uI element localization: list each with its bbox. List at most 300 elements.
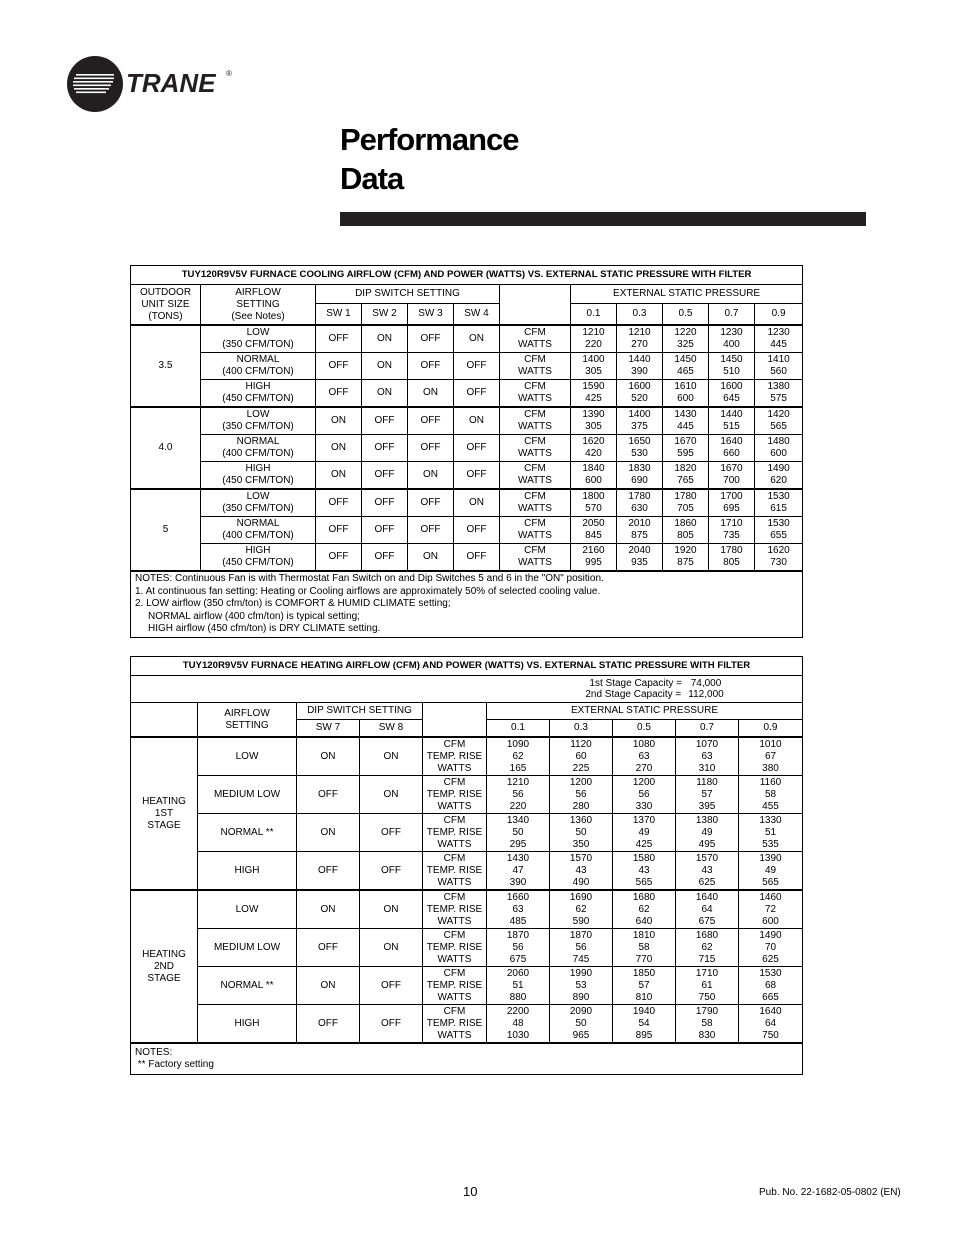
value-cell: [613, 929, 676, 967]
header-airflow-setting: [201, 285, 316, 326]
cooling-airflow-table: [130, 265, 803, 638]
stage-cell: [131, 737, 198, 890]
value-cell: [613, 776, 676, 814]
value-line: 43: [575, 864, 587, 876]
value-line: 625: [698, 876, 716, 888]
value-cell: [550, 967, 613, 1005]
switch-cell: OFF: [297, 1005, 360, 1044]
table-row: [131, 489, 803, 517]
value-line: 810: [635, 991, 653, 1003]
switch-cell: ON: [297, 967, 360, 1005]
value-line: 1200: [569, 776, 593, 788]
value-cell: [755, 517, 803, 544]
measure-label: CFM: [524, 518, 546, 529]
value-cell: [617, 407, 663, 435]
value-line: 330: [635, 800, 653, 812]
value-line: 1780: [720, 545, 743, 556]
value-line: 270: [635, 762, 653, 774]
value-cell: [571, 380, 617, 408]
measure-label: WATTS: [518, 557, 552, 568]
value-line: 1160: [759, 776, 782, 788]
value-cell: [739, 814, 803, 852]
value-line: 1210: [582, 327, 605, 338]
value-line: 2040: [628, 545, 651, 556]
value-line: 1640: [720, 436, 743, 447]
setting-line: LOW: [246, 327, 270, 338]
value-line: 1660: [506, 891, 530, 903]
airflow-setting-cell: [201, 462, 316, 490]
value-line: 225: [572, 762, 590, 774]
value-line: 47: [512, 864, 524, 876]
header-line: AIRFLOW: [235, 286, 281, 298]
measure-label: CFM: [524, 327, 546, 338]
switch-cell: ON: [297, 737, 360, 776]
switch-cell: OFF: [408, 435, 454, 462]
header-pressure: 0.5: [613, 720, 676, 738]
value-cell: [550, 776, 613, 814]
value-cell: [663, 517, 709, 544]
switch-cell: OFF: [316, 380, 362, 408]
setting-line: HIGH: [245, 545, 271, 556]
value-line: 1710: [720, 518, 743, 529]
value-line: 770: [635, 953, 653, 965]
value-line: 310: [698, 762, 716, 774]
header-pressure: 0.9: [739, 720, 803, 738]
value-line: 61: [701, 979, 713, 991]
value-line: 660: [723, 448, 740, 459]
value-line: 1700: [720, 491, 743, 502]
value-line: 395: [698, 800, 716, 812]
value-cell: [487, 967, 550, 1005]
stage-line: 2ND: [153, 960, 174, 972]
stage-line: HEATING: [142, 948, 186, 960]
header-pressure: 0.1: [487, 720, 550, 738]
measure-label: CFM: [524, 436, 546, 447]
switch-cell: ON: [297, 814, 360, 852]
value-line: 56: [512, 788, 524, 800]
measure-label-cell: [500, 462, 571, 490]
switch-cell: ON: [360, 737, 423, 776]
value-line: 1460: [759, 891, 782, 903]
value-line: 455: [762, 800, 779, 812]
value-line: 1080: [632, 738, 656, 750]
measure-label: WATTS: [518, 530, 552, 541]
table-row: [131, 929, 803, 967]
value-line: 695: [723, 503, 740, 514]
value-line: 1070: [695, 738, 719, 750]
switch-cell: OFF: [454, 380, 500, 408]
airflow-setting-cell: HIGH: [198, 852, 297, 891]
header-switch: SW 7: [297, 720, 360, 738]
airflow-setting-cell: NORMAL **: [198, 967, 297, 1005]
unit-size-cell: 3.5: [131, 325, 201, 407]
value-line: 600: [585, 475, 602, 486]
value-line: 1410: [767, 354, 790, 365]
value-cell: [613, 890, 676, 929]
switch-cell: OFF: [316, 489, 362, 517]
header-switch: SW 1: [316, 304, 362, 326]
table-row: [131, 517, 803, 544]
value-line: 735: [723, 530, 740, 541]
value-line: 270: [631, 339, 648, 350]
page-title: Performance Data: [340, 122, 519, 196]
header-pressure: 0.7: [709, 304, 755, 326]
measure-label: CFM: [443, 814, 466, 826]
unit-size-cell: 4.0: [131, 407, 201, 489]
value-line: 995: [585, 557, 602, 568]
value-cell: [571, 517, 617, 544]
value-line: 1590: [582, 381, 605, 392]
capacity-row: [131, 676, 803, 703]
value-cell: [617, 353, 663, 380]
header-dip-switch: DIP SWITCH SETTING: [316, 285, 500, 304]
value-line: 565: [635, 876, 653, 888]
setting-line: (350 CFM/TON): [222, 421, 294, 432]
measure-label: CFM: [443, 929, 466, 941]
header-blank: [500, 285, 571, 326]
value-cell: [676, 852, 739, 891]
value-cell: [739, 890, 803, 929]
value-cell: [550, 929, 613, 967]
value-cell: [550, 1005, 613, 1044]
switch-cell: OFF: [362, 462, 408, 490]
note-line: NOTES:: [135, 1046, 173, 1058]
header-pressure: 0.7: [676, 720, 739, 738]
value-line: 445: [770, 339, 787, 350]
measure-label: CFM: [443, 776, 466, 788]
measure-label: WATTS: [437, 876, 472, 888]
switch-cell: ON: [362, 380, 408, 408]
switch-cell: OFF: [297, 852, 360, 891]
notes-row: [131, 571, 803, 637]
measure-label-cell: [423, 1005, 487, 1044]
measure-label: CFM: [524, 545, 546, 556]
value-cell: [709, 517, 755, 544]
switch-cell: OFF: [316, 517, 362, 544]
header-line: UNIT SIZE: [141, 298, 190, 310]
table-row: [131, 852, 803, 891]
measure-label: CFM: [524, 491, 546, 502]
value-line: 1390: [759, 852, 782, 864]
value-cell: [709, 462, 755, 490]
value-line: 805: [677, 530, 694, 541]
measure-label: WATTS: [518, 503, 552, 514]
value-line: 1090: [506, 738, 530, 750]
value-line: 1340: [506, 814, 530, 826]
value-line: 390: [509, 876, 527, 888]
measure-label: WATTS: [437, 991, 472, 1003]
switch-cell: OFF: [360, 1005, 423, 1044]
value-line: 2200: [506, 1005, 530, 1017]
measure-label-cell: [423, 737, 487, 776]
value-line: 1670: [674, 436, 697, 447]
value-cell: [571, 435, 617, 462]
value-cell: [676, 967, 739, 1005]
measure-label: WATTS: [437, 1029, 472, 1041]
header-dip-switch: DIP SWITCH SETTING: [297, 703, 423, 720]
value-line: 750: [762, 1029, 779, 1041]
value-cell: [709, 435, 755, 462]
value-cell: [663, 353, 709, 380]
value-line: 655: [770, 530, 787, 541]
measure-label: TEMP. RISE: [426, 826, 483, 838]
value-line: 1920: [674, 545, 697, 556]
header-line: AIRFLOW: [224, 707, 270, 719]
value-line: 62: [512, 750, 524, 762]
table-row: [131, 776, 803, 814]
value-line: 1010: [759, 738, 782, 750]
value-cell: [709, 544, 755, 572]
value-cell: [676, 776, 739, 814]
table-row: [131, 435, 803, 462]
measure-label: WATTS: [518, 339, 552, 350]
value-line: 220: [585, 339, 602, 350]
value-line: 62: [701, 941, 713, 953]
airflow-setting-cell: [201, 435, 316, 462]
value-line: 1380: [767, 381, 790, 392]
value-line: 165: [509, 762, 527, 774]
setting-line: NORMAL: [236, 354, 280, 365]
capacity-value: 74,000: [690, 678, 722, 689]
value-line: 1570: [695, 852, 719, 864]
value-line: 690: [631, 475, 648, 486]
value-cell: [487, 929, 550, 967]
value-line: 1580: [632, 852, 656, 864]
switch-cell: ON: [360, 929, 423, 967]
value-line: 845: [585, 530, 602, 541]
header-line: (See Notes): [231, 310, 285, 322]
value-line: 560: [770, 366, 787, 377]
svg-text:®: ®: [226, 69, 232, 78]
value-line: 375: [631, 421, 648, 432]
switch-cell: ON: [297, 890, 360, 929]
value-line: 520: [631, 393, 648, 404]
value-line: 1850: [632, 967, 656, 979]
value-line: 64: [701, 903, 713, 915]
value-line: 1620: [582, 436, 605, 447]
switch-cell: OFF: [408, 353, 454, 380]
value-line: 57: [638, 979, 650, 991]
value-line: 1830: [628, 463, 651, 474]
value-line: 1120: [570, 738, 592, 750]
airflow-setting-cell: [201, 407, 316, 435]
measure-label: TEMP. RISE: [426, 903, 483, 915]
publication-number: Pub. No. 22-1682-05-0802 (EN): [759, 1187, 901, 1198]
brand-wordmark: TRANE: [126, 68, 216, 98]
value-line: 880: [509, 991, 527, 1003]
measure-label-cell: [500, 353, 571, 380]
value-line: 1480: [767, 436, 790, 447]
measure-label: WATTS: [437, 838, 472, 850]
switch-cell: OFF: [454, 462, 500, 490]
value-line: 67: [764, 750, 777, 762]
value-line: 715: [698, 953, 716, 965]
measure-label-cell: [500, 380, 571, 408]
table-row: [131, 407, 803, 435]
value-line: 1180: [696, 776, 718, 788]
table-row: [131, 814, 803, 852]
stage-capacity: [131, 676, 803, 703]
value-line: 63: [638, 750, 650, 762]
value-line: 745: [572, 953, 590, 965]
value-line: 1820: [674, 463, 697, 474]
table-row: [131, 325, 803, 353]
value-line: 675: [698, 915, 716, 927]
switch-cell: ON: [454, 325, 500, 353]
value-cell: [571, 462, 617, 490]
value-line: 600: [770, 448, 787, 459]
setting-line: (400 CFM/TON): [222, 448, 294, 459]
value-cell: [739, 852, 803, 891]
switch-cell: ON: [316, 462, 362, 490]
value-line: 1440: [628, 354, 651, 365]
value-line: 1870: [506, 929, 530, 941]
note-line: HIGH airflow (450 cfm/ton) is DRY CLIMATE setting.: [148, 623, 381, 634]
value-line: 400: [723, 339, 740, 350]
notes-row: [131, 1043, 803, 1075]
switch-cell: OFF: [360, 967, 423, 1005]
measure-label-cell: [423, 776, 487, 814]
value-line: 445: [677, 421, 694, 432]
switch-cell: ON: [362, 325, 408, 353]
value-cell: [676, 1005, 739, 1044]
value-line: 1640: [759, 1005, 782, 1017]
value-line: 1210: [628, 327, 651, 338]
value-line: 875: [631, 530, 648, 541]
value-cell: [550, 737, 613, 776]
value-line: 1450: [674, 354, 697, 365]
airflow-setting-cell: HIGH: [198, 1005, 297, 1044]
unit-size-cell: 5: [131, 489, 201, 571]
value-cell: [613, 737, 676, 776]
value-cell: [739, 929, 803, 967]
measure-label: WATTS: [437, 800, 472, 812]
switch-cell: ON: [408, 544, 454, 572]
stage-line: HEATING: [142, 795, 186, 807]
airflow-setting-cell: MEDIUM LOW: [198, 929, 297, 967]
header-pressure: 0.3: [617, 304, 663, 326]
table-notes: [131, 1043, 803, 1075]
table-row: [131, 462, 803, 490]
value-line: 56: [575, 788, 587, 800]
note-line: NOTES: Continuous Fan is with Thermostat Fan Switch on and Dip Switches 5 and 6 in the "ON" position.: [135, 573, 604, 584]
value-line: 1840: [582, 463, 605, 474]
stage-line: STAGE: [147, 819, 181, 831]
switch-cell: OFF: [360, 814, 423, 852]
value-line: 565: [762, 876, 779, 888]
heating-airflow-table: [130, 656, 803, 1075]
value-line: 595: [677, 448, 694, 459]
header-blank: [131, 703, 198, 738]
value-line: 1420: [767, 409, 790, 420]
measure-label: WATTS: [518, 393, 552, 404]
value-line: 620: [770, 475, 787, 486]
measure-label: CFM: [443, 1005, 466, 1017]
value-line: 56: [638, 788, 650, 800]
value-line: 705: [677, 503, 694, 514]
switch-cell: ON: [360, 776, 423, 814]
value-line: 390: [631, 366, 648, 377]
measure-label-cell: [500, 544, 571, 572]
value-line: 1870: [569, 929, 593, 941]
caption-row: [131, 657, 803, 676]
value-cell: [755, 544, 803, 572]
value-line: 58: [701, 1017, 713, 1029]
measure-label-cell: [423, 929, 487, 967]
value-cell: [613, 1005, 676, 1044]
header-pressure: 0.1: [571, 304, 617, 326]
header-switch: SW 8: [360, 720, 423, 738]
value-cell: [676, 890, 739, 929]
value-line: 425: [585, 393, 602, 404]
switch-cell: OFF: [297, 776, 360, 814]
value-line: 630: [631, 503, 648, 514]
measure-label: TEMP. RISE: [426, 979, 483, 991]
value-line: 1390: [582, 409, 605, 420]
value-line: 51: [764, 826, 777, 838]
value-line: 645: [723, 393, 740, 404]
value-line: 325: [677, 339, 694, 350]
value-line: 750: [698, 991, 716, 1003]
value-line: 600: [762, 915, 779, 927]
setting-line: (350 CFM/TON): [222, 503, 294, 514]
switch-cell: OFF: [362, 435, 408, 462]
measure-label: CFM: [443, 738, 466, 750]
value-cell: [663, 325, 709, 353]
header-row: [131, 703, 803, 720]
value-line: 1610: [674, 381, 697, 392]
switch-cell: OFF: [408, 489, 454, 517]
note-line: NORMAL airflow (400 cfm/ton) is typical setting;: [148, 610, 360, 622]
setting-line: (400 CFM/TON): [222, 530, 294, 541]
header-line: SETTING: [236, 298, 280, 310]
measure-label-cell: [423, 890, 487, 929]
value-line: 490: [572, 876, 590, 888]
measure-label: CFM: [524, 463, 546, 474]
airflow-setting-cell: [201, 325, 316, 353]
airflow-setting-cell: LOW: [198, 890, 297, 929]
value-cell: [755, 407, 803, 435]
switch-cell: OFF: [454, 435, 500, 462]
value-line: 1220: [674, 327, 697, 338]
note-line: 1. At continuous fan setting: Heating or Cooling airflows are approximately 50% of selected cooling value.: [135, 585, 601, 597]
value-line: 280: [572, 800, 590, 812]
setting-line: (350 CFM/TON): [222, 339, 294, 350]
value-line: 700: [723, 475, 740, 486]
value-line: 1620: [767, 545, 790, 556]
setting-line: NORMAL: [236, 436, 280, 447]
measure-label: CFM: [524, 354, 546, 365]
value-line: 1800: [582, 491, 605, 502]
airflow-setting-cell: [201, 517, 316, 544]
value-line: 600: [677, 393, 694, 404]
value-cell: [487, 814, 550, 852]
value-cell: [739, 1005, 803, 1044]
setting-line: (450 CFM/TON): [222, 475, 294, 486]
value-line: 1230: [767, 327, 790, 338]
value-line: 730: [770, 557, 787, 568]
value-cell: [550, 814, 613, 852]
table-row: [131, 353, 803, 380]
value-line: 51: [512, 979, 524, 991]
switch-cell: OFF: [454, 544, 500, 572]
value-cell: [663, 407, 709, 435]
value-cell: [709, 407, 755, 435]
table-row: [131, 737, 803, 776]
table-caption: TUY120R9V5V FURNACE HEATING AIRFLOW (CFM) AND POWER (WATTS) VS. EXTERNAL STATIC PRESSURE WITH FILTER: [131, 657, 803, 676]
value-line: 1680: [632, 891, 656, 903]
airflow-setting-cell: [201, 489, 316, 517]
